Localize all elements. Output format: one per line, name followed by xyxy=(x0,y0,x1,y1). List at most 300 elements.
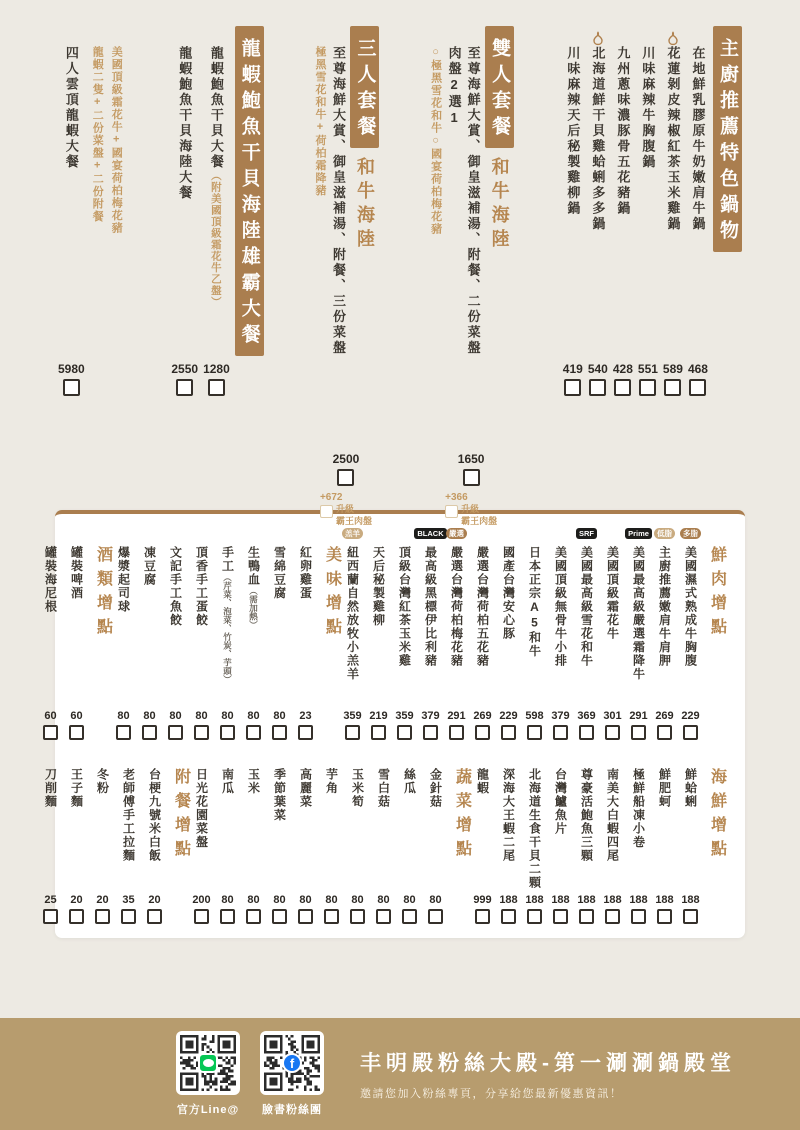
item-name: 主廚推薦嫩肩牛肩胛 xyxy=(657,546,672,668)
price-label: 999 xyxy=(473,893,492,906)
price-slot xyxy=(577,894,595,924)
item-note: （芹菜、泡菜、竹炭、芋頭） xyxy=(222,573,233,684)
item-name: 凍豆腐 xyxy=(142,546,157,587)
price-slot xyxy=(688,362,708,458)
price-checkbox[interactable] xyxy=(147,909,162,924)
header-column xyxy=(713,26,742,458)
price-checkbox[interactable] xyxy=(371,725,386,740)
upgrade-label-line2: 霸王肉盤 xyxy=(335,515,372,526)
price-label: 188 xyxy=(603,893,622,906)
upgrade-label xyxy=(461,504,497,527)
price-slot xyxy=(473,710,491,740)
item-name: 北海道鮮干貝雞蛤蜊多多鍋 xyxy=(590,46,606,232)
item-name: 王子麵 xyxy=(69,768,84,809)
price-slot xyxy=(203,362,230,458)
menu-column xyxy=(654,528,675,740)
upgrade-row xyxy=(445,504,497,527)
item-name: 花蓮剝皮辣椒紅茶玉米雞鍋 xyxy=(665,46,681,232)
price-checkbox[interactable] xyxy=(168,725,183,740)
menu-column xyxy=(66,528,87,740)
price-slot xyxy=(121,894,136,924)
icon-slot xyxy=(466,26,480,46)
header-column xyxy=(485,26,514,452)
menu-column xyxy=(394,528,415,740)
item-name: 美國頂級霜花牛+國宴荷柏梅花豬 xyxy=(110,46,123,235)
price-label: 291 xyxy=(447,709,466,722)
icon-slot xyxy=(331,26,345,46)
price-label: 2500 xyxy=(332,452,360,466)
menu-column xyxy=(680,750,701,924)
menu-column xyxy=(613,26,633,458)
icon-slot xyxy=(90,26,104,46)
menu-column xyxy=(171,26,198,458)
card-section xyxy=(40,750,191,924)
menu-column xyxy=(576,528,597,740)
item-name: 刀削麵 xyxy=(43,768,58,809)
price-slot xyxy=(499,710,517,740)
menu-column xyxy=(428,26,442,452)
menu-column xyxy=(66,750,87,924)
menu-column xyxy=(40,528,61,740)
badge: Prime xyxy=(625,528,652,539)
price-checkbox[interactable] xyxy=(631,909,646,924)
price-label: 589 xyxy=(662,362,683,376)
price-checkbox[interactable] xyxy=(246,725,261,740)
price-checkbox[interactable] xyxy=(689,379,706,396)
price-slot xyxy=(192,894,210,924)
price-label: 2550 xyxy=(171,362,199,376)
menu-column xyxy=(191,750,212,924)
badge: 嚴選 xyxy=(446,528,467,539)
price-checkbox[interactable] xyxy=(69,725,84,740)
section-columns xyxy=(58,26,123,458)
price-checkbox[interactable] xyxy=(428,909,443,924)
icon-slot xyxy=(616,26,630,46)
badge-slot xyxy=(576,528,597,546)
addon-card-bottom-row xyxy=(43,750,727,924)
price-label: 80 xyxy=(351,893,364,906)
price-label: 35 xyxy=(122,893,135,906)
line-icon xyxy=(198,1053,218,1073)
price-checkbox[interactable] xyxy=(423,725,438,740)
price-label: 269 xyxy=(473,709,492,722)
item-name: 金針菇 xyxy=(428,768,443,809)
top-menu xyxy=(0,0,800,526)
price-checkbox[interactable] xyxy=(220,725,235,740)
menu-column xyxy=(576,750,597,924)
price-slot xyxy=(525,710,543,740)
badge: SRF xyxy=(576,528,597,539)
upgrade-checkbox[interactable] xyxy=(445,505,458,518)
price-slot xyxy=(95,894,110,924)
item-name: 絲瓜 xyxy=(402,768,417,795)
price-checkbox[interactable] xyxy=(664,379,681,396)
price-label: 80 xyxy=(429,893,442,906)
price-slot xyxy=(588,362,608,458)
price-checkbox[interactable] xyxy=(298,725,313,740)
badge-slot xyxy=(414,528,446,546)
menu-column xyxy=(92,750,113,924)
price-checkbox[interactable] xyxy=(564,379,581,396)
upgrade-checkbox[interactable] xyxy=(320,505,333,518)
price-checkbox[interactable] xyxy=(350,909,365,924)
price-slot xyxy=(428,894,443,924)
menu-column xyxy=(368,528,389,740)
section-columns xyxy=(563,26,742,458)
price-checkbox[interactable] xyxy=(272,725,287,740)
card-section xyxy=(113,528,342,740)
item-name: 美國最高級雪花和牛 xyxy=(579,546,594,668)
item-name: 川味麻辣天后秘製雞柳鍋 xyxy=(565,46,581,217)
price-slot xyxy=(629,894,647,924)
price-checkbox[interactable] xyxy=(501,725,516,740)
menu-column xyxy=(90,26,104,458)
price-checkbox[interactable] xyxy=(579,725,594,740)
icon-slot xyxy=(641,26,655,46)
price-label: 80 xyxy=(221,893,234,906)
item-name: 鮮肥蚵 xyxy=(657,768,672,809)
price-checkbox[interactable] xyxy=(397,725,412,740)
menu-column xyxy=(331,26,345,452)
menu-column xyxy=(139,528,160,740)
price-checkbox[interactable] xyxy=(463,469,480,486)
menu-column xyxy=(628,528,649,740)
item-note: （需加熱） xyxy=(248,586,259,629)
price-checkbox[interactable] xyxy=(475,909,490,924)
menu-column xyxy=(191,528,212,740)
menu-column xyxy=(373,750,394,924)
price-slot xyxy=(681,894,699,924)
section-columns xyxy=(312,26,379,452)
price-slot xyxy=(499,894,517,924)
price-checkbox[interactable] xyxy=(579,909,594,924)
price-slot xyxy=(376,894,391,924)
price-label: 5980 xyxy=(58,362,85,376)
price-checkbox[interactable] xyxy=(639,379,656,396)
section-columns xyxy=(428,26,514,452)
menu-column xyxy=(602,528,623,740)
price-slot xyxy=(551,710,569,740)
price-checkbox[interactable] xyxy=(121,909,136,924)
price-slot xyxy=(43,710,58,740)
price-label: 80 xyxy=(221,709,234,722)
price-label: 1650 xyxy=(457,452,485,466)
item-name: 深海大王蝦二尾 xyxy=(501,768,516,863)
menu-column xyxy=(399,750,420,924)
price-label: 80 xyxy=(299,893,312,906)
item-name: 美國最高級嚴選霜降牛 xyxy=(631,546,646,681)
price-checkbox[interactable] xyxy=(220,909,235,924)
badge: BLACK xyxy=(414,528,446,539)
title-column xyxy=(706,750,727,924)
price-label: 229 xyxy=(681,709,700,722)
badge: 多脂 xyxy=(680,528,701,539)
price-label: 188 xyxy=(577,893,596,906)
price-checkbox[interactable] xyxy=(657,725,672,740)
footer xyxy=(0,1018,800,1130)
item-name: 玉米 xyxy=(246,768,261,795)
price-label: 60 xyxy=(70,709,83,722)
menu-column xyxy=(688,26,708,458)
price-slot xyxy=(147,894,162,924)
item-name: 台灣鱸魚片 xyxy=(553,768,568,836)
price-checkbox[interactable] xyxy=(589,379,606,396)
top-section-trio-set xyxy=(312,26,379,526)
item-name: 台梗九號米白飯 xyxy=(147,768,162,863)
menu-column xyxy=(654,750,675,924)
price-slot xyxy=(369,710,387,740)
price-label: 540 xyxy=(587,362,608,376)
item-name: 極鮮船凍小卷 xyxy=(631,768,646,849)
price-checkbox[interactable] xyxy=(337,469,354,486)
price-slot xyxy=(272,710,287,740)
line-bubble-shape xyxy=(203,1059,214,1067)
price-slot xyxy=(168,710,183,740)
badge-slot xyxy=(625,528,652,546)
price-checkbox[interactable] xyxy=(614,379,631,396)
icon-slot xyxy=(209,26,223,46)
item-note: （附美國頂級霜花牛乙盤） xyxy=(209,170,222,308)
item-name: 天后秘製雞柳 xyxy=(371,546,386,627)
price-checkbox[interactable] xyxy=(657,909,672,924)
upgrade-option xyxy=(445,492,497,527)
section-subtitle: 和牛海陸 xyxy=(489,157,510,253)
badge: 低脂 xyxy=(654,528,675,539)
icon-slot xyxy=(178,26,192,46)
price-slot xyxy=(246,894,261,924)
price-label: 188 xyxy=(525,893,544,906)
menu-column xyxy=(425,750,446,924)
price-checkbox[interactable] xyxy=(43,909,58,924)
price-checkbox[interactable] xyxy=(43,725,58,740)
price-checkbox[interactable] xyxy=(194,909,209,924)
menu-column xyxy=(342,528,363,740)
price-checkbox[interactable] xyxy=(631,725,646,740)
upgrade-label xyxy=(336,504,372,527)
price-checkbox[interactable] xyxy=(194,725,209,740)
item-name: 龍蝦 xyxy=(475,768,490,795)
upgrade-price: +672 xyxy=(319,492,343,504)
menu-column xyxy=(217,750,238,924)
header-column xyxy=(350,26,379,452)
price-slot xyxy=(272,894,287,924)
item-name: 龍蝦二隻+二份菜盤+二份附餐 xyxy=(91,46,104,223)
price-slot xyxy=(563,362,583,458)
menu-column xyxy=(58,26,85,458)
item-name: 鮮蛤蜊 xyxy=(683,768,698,809)
price-checkbox[interactable] xyxy=(683,725,698,740)
price-slot xyxy=(395,710,413,740)
menu-column xyxy=(109,26,123,458)
price-label: 80 xyxy=(273,893,286,906)
price-label: 25 xyxy=(44,893,57,906)
price-slot xyxy=(421,710,439,740)
item-name: 芋角 xyxy=(324,768,339,795)
price-checkbox[interactable] xyxy=(683,909,698,924)
price-label: 359 xyxy=(395,709,414,722)
top-section-four-person-lobster xyxy=(58,26,123,458)
price-checkbox[interactable] xyxy=(527,725,542,740)
price-checkbox[interactable] xyxy=(142,725,157,740)
menu-column xyxy=(498,528,519,740)
title-column xyxy=(321,528,342,740)
menu-column xyxy=(243,528,264,740)
price-label: 60 xyxy=(44,709,57,722)
price-checkbox[interactable] xyxy=(246,909,261,924)
section-title: 酒類增點 xyxy=(94,546,112,642)
menu-column xyxy=(663,26,683,458)
item-name: 頂香手工蛋餃 xyxy=(194,546,209,627)
menu-column xyxy=(312,26,326,452)
item-name: 老師傅手工拉麵 xyxy=(121,768,136,863)
badge-slot xyxy=(654,528,675,546)
price-label: 598 xyxy=(525,709,544,722)
price-label: 80 xyxy=(377,893,390,906)
price-checkbox[interactable] xyxy=(324,909,339,924)
menu-column xyxy=(524,528,545,740)
top-section-duo-set xyxy=(428,26,514,526)
price-slot xyxy=(525,894,543,924)
price-slot xyxy=(402,894,417,924)
price-checkbox[interactable] xyxy=(208,379,225,396)
item-name: 手工（芹菜、泡菜、竹炭、芋頭） xyxy=(220,546,235,684)
section-title: 美味增點 xyxy=(323,546,341,642)
icon-slot xyxy=(109,26,123,46)
item-name: 雪白菇 xyxy=(376,768,391,809)
item-name: 肉盤2選1 xyxy=(446,46,462,128)
menu-column xyxy=(472,528,493,740)
item-name: 罐裝海尼根 xyxy=(43,546,58,614)
menu-column xyxy=(446,528,467,740)
price-label: 419 xyxy=(562,362,583,376)
price-label: 188 xyxy=(551,893,570,906)
section-title: 海鮮增點 xyxy=(708,768,726,864)
qr-label: 官方Line@ xyxy=(176,1104,240,1116)
price-slot xyxy=(171,362,198,458)
item-name: 美國頂級霜花牛 xyxy=(605,546,620,641)
upgrade-label-line1: 升級 xyxy=(461,504,480,515)
section-title: 三人套餐 xyxy=(350,26,379,148)
price-label: 80 xyxy=(117,709,130,722)
footer-subtitle: 邀請您加入粉絲專頁，分享給您最新優惠資訊！ xyxy=(360,1088,623,1100)
facebook-icon: f xyxy=(282,1053,302,1073)
price-checkbox[interactable] xyxy=(475,725,490,740)
badge-slot xyxy=(446,528,467,546)
price-slot xyxy=(298,710,313,740)
price-checkbox[interactable] xyxy=(501,909,516,924)
section-title: 雙人套餐 xyxy=(485,26,514,148)
price-slot xyxy=(613,362,633,458)
section-columns xyxy=(171,26,263,458)
menu-column xyxy=(144,750,165,924)
top-section-chef-special xyxy=(563,26,742,458)
price-checkbox[interactable] xyxy=(272,909,287,924)
menu-column xyxy=(447,26,461,452)
price-slot xyxy=(109,362,123,458)
item-name: 爆漿起司球 xyxy=(116,546,131,614)
price-checkbox[interactable] xyxy=(449,725,464,740)
price-slot xyxy=(58,362,85,458)
price-checkbox[interactable] xyxy=(553,909,568,924)
price-checkbox[interactable] xyxy=(402,909,417,924)
item-name: 文記手工魚餃 xyxy=(168,546,183,627)
addon-card-top-row xyxy=(43,528,727,740)
price-slot xyxy=(43,894,58,924)
price-slot xyxy=(603,710,621,740)
menu-column xyxy=(417,528,444,740)
price-checkbox[interactable] xyxy=(605,909,620,924)
section-title: 龍蝦鮑魚干貝海陸雄霸大餐 xyxy=(235,26,264,356)
price-label: 80 xyxy=(169,709,182,722)
menu-column xyxy=(321,750,342,924)
card-section xyxy=(40,528,113,740)
price-slot xyxy=(69,894,84,924)
icon-slot xyxy=(428,26,442,46)
price-slot xyxy=(220,710,235,740)
item-name: 在地鮮乳膠原牛奶嫩肩牛鍋 xyxy=(690,46,706,232)
section-title: 主廚推薦特色鍋物 xyxy=(713,26,742,252)
icon-slot xyxy=(64,26,78,46)
price-slot xyxy=(577,710,595,740)
menu-column xyxy=(602,750,623,924)
item-name: 冬粉 xyxy=(95,768,110,795)
price-checkbox[interactable] xyxy=(298,909,313,924)
section-subtitle: 和牛海陸 xyxy=(354,157,375,253)
price-slot xyxy=(69,710,84,740)
price-label: 80 xyxy=(273,709,286,722)
price-label: 379 xyxy=(551,709,570,722)
menu-column xyxy=(113,528,134,740)
price-checkbox[interactable] xyxy=(69,909,84,924)
item-name: 最高級黑標伊比利豬 xyxy=(423,546,438,668)
price-checkbox[interactable] xyxy=(116,725,131,740)
spicy-icon xyxy=(591,26,605,46)
item-name: 日本正宗A5和牛 xyxy=(527,546,542,658)
price-checkbox[interactable] xyxy=(95,909,110,924)
item-name: 九州蔥味濃豚骨五花豬鍋 xyxy=(615,46,631,217)
price-slot xyxy=(447,710,465,740)
header-column xyxy=(235,26,264,458)
item-name: 美國濕式熟成牛胸腹 xyxy=(683,546,698,668)
price-checkbox[interactable] xyxy=(605,725,620,740)
price-label: 369 xyxy=(577,709,596,722)
price-label: 219 xyxy=(369,709,388,722)
price-checkbox[interactable] xyxy=(376,909,391,924)
price-slot xyxy=(447,356,461,452)
menu-column xyxy=(165,528,186,740)
price-slot xyxy=(663,362,683,458)
badge-slot xyxy=(342,528,363,546)
menu-column xyxy=(550,750,571,924)
menu-column xyxy=(295,528,316,740)
price-checkbox[interactable] xyxy=(345,725,360,740)
price-checkbox[interactable] xyxy=(553,725,568,740)
card-section xyxy=(191,750,472,924)
menu-column xyxy=(680,528,701,740)
price-label: 188 xyxy=(655,893,674,906)
item-name: 玉米筍 xyxy=(350,768,365,809)
price-checkbox[interactable] xyxy=(527,909,542,924)
upgrade-label-line2: 霸王肉盤 xyxy=(461,515,498,526)
card-section xyxy=(342,528,727,740)
item-name: 生鴨血（需加熱） xyxy=(246,546,261,629)
price-slot xyxy=(142,710,157,740)
price-checkbox[interactable] xyxy=(63,379,80,396)
qr-group xyxy=(176,1031,324,1117)
price-checkbox[interactable] xyxy=(176,379,193,396)
menu-column xyxy=(563,26,583,458)
menu-column xyxy=(628,750,649,924)
